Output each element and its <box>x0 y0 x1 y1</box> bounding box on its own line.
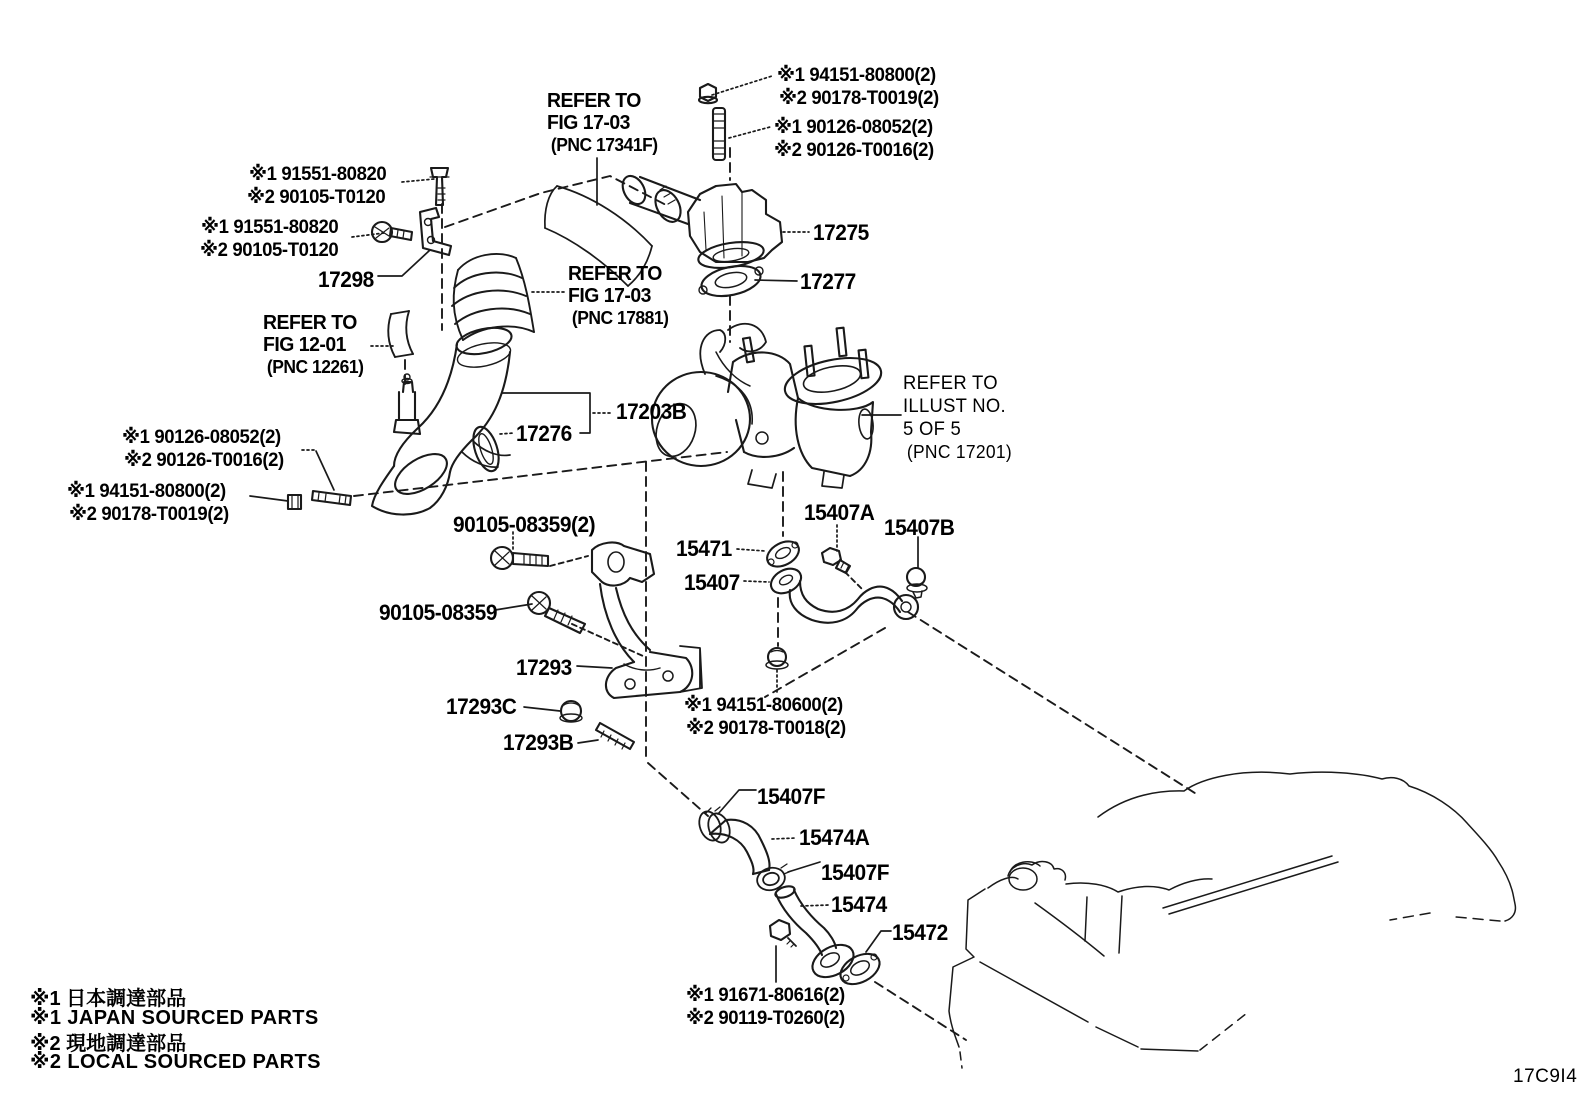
legend-line: ※1 JAPAN SOURCED PARTS <box>30 1007 319 1029</box>
part-number-label: 17275 <box>813 220 869 245</box>
note-label: ※1 90126-08052(2) <box>774 116 933 138</box>
part-number-label: 17293 <box>516 655 572 680</box>
part-number-label: 17277 <box>800 269 856 294</box>
part-number-label: 17298 <box>318 267 374 292</box>
part-number-label: 15407F <box>821 860 890 885</box>
part-number-label: 15407 <box>684 570 740 595</box>
part-number-label: 15407B <box>884 515 955 540</box>
part-number-label: 17276 <box>516 421 572 446</box>
part-number-label: 15407A <box>804 500 875 525</box>
legend-line: ※1 日本調達部品 <box>30 988 187 1010</box>
note-label: ※2 90126-T0016(2) <box>774 139 934 161</box>
note-label: ※1 91671-80616(2) <box>686 984 845 1006</box>
part-number-label: 15471 <box>676 536 732 561</box>
note-label: ※2 90178-T0019(2) <box>69 503 229 525</box>
note-label: ※1 94151-80800(2) <box>67 480 226 502</box>
note-label: ※2 90178-T0019(2) <box>779 87 939 109</box>
note-label: ※1 90126-08052(2) <box>122 426 281 448</box>
figure-code: 17C9I4 <box>1513 1066 1578 1087</box>
part-number-label: 15474A <box>799 825 870 850</box>
legend-line: ※2 現地調達部品 <box>30 1033 187 1055</box>
note-label: ※1 91551-80820 <box>201 216 339 238</box>
note-label: ※2 90105-T0120 <box>200 239 339 261</box>
part-number-label: 17293B <box>503 730 574 755</box>
note-label: ※2 90119-T0260(2) <box>686 1007 845 1029</box>
note-label: ※2 90126-T0016(2) <box>124 449 284 471</box>
refer-note: REFER TO ILLUST NO. 5 OF 5 (PNC 17201) <box>903 373 1012 462</box>
refer-note: REFER TO FIG 17-03 (PNC 17881) <box>568 263 669 328</box>
refer-note: REFER TO FIG 17-03 (PNC 17341F) <box>547 90 658 155</box>
note-label: ※1 94151-80600(2) <box>684 694 843 716</box>
part-number-label: 90105-08359(2) <box>453 512 596 537</box>
legend-line: ※2 LOCAL SOURCED PARTS <box>30 1051 321 1073</box>
note-label: ※1 91551-80820 <box>249 163 387 185</box>
refer-note: REFER TO FIG 12-01 (PNC 12261) <box>263 312 364 377</box>
part-number-label: 17293C <box>446 694 517 719</box>
note-label: ※2 90178-T0018(2) <box>686 717 846 739</box>
part-number-label: 17203B <box>616 399 687 424</box>
part-number-label: 90105-08359 <box>379 600 497 625</box>
note-label: ※1 94151-80800(2) <box>777 64 936 86</box>
part-number-label: 15407F <box>757 784 826 809</box>
part-number-label: 15472 <box>892 920 948 945</box>
part-number-label: 15474 <box>831 892 887 917</box>
note-label: ※2 90105-T0120 <box>247 186 386 208</box>
